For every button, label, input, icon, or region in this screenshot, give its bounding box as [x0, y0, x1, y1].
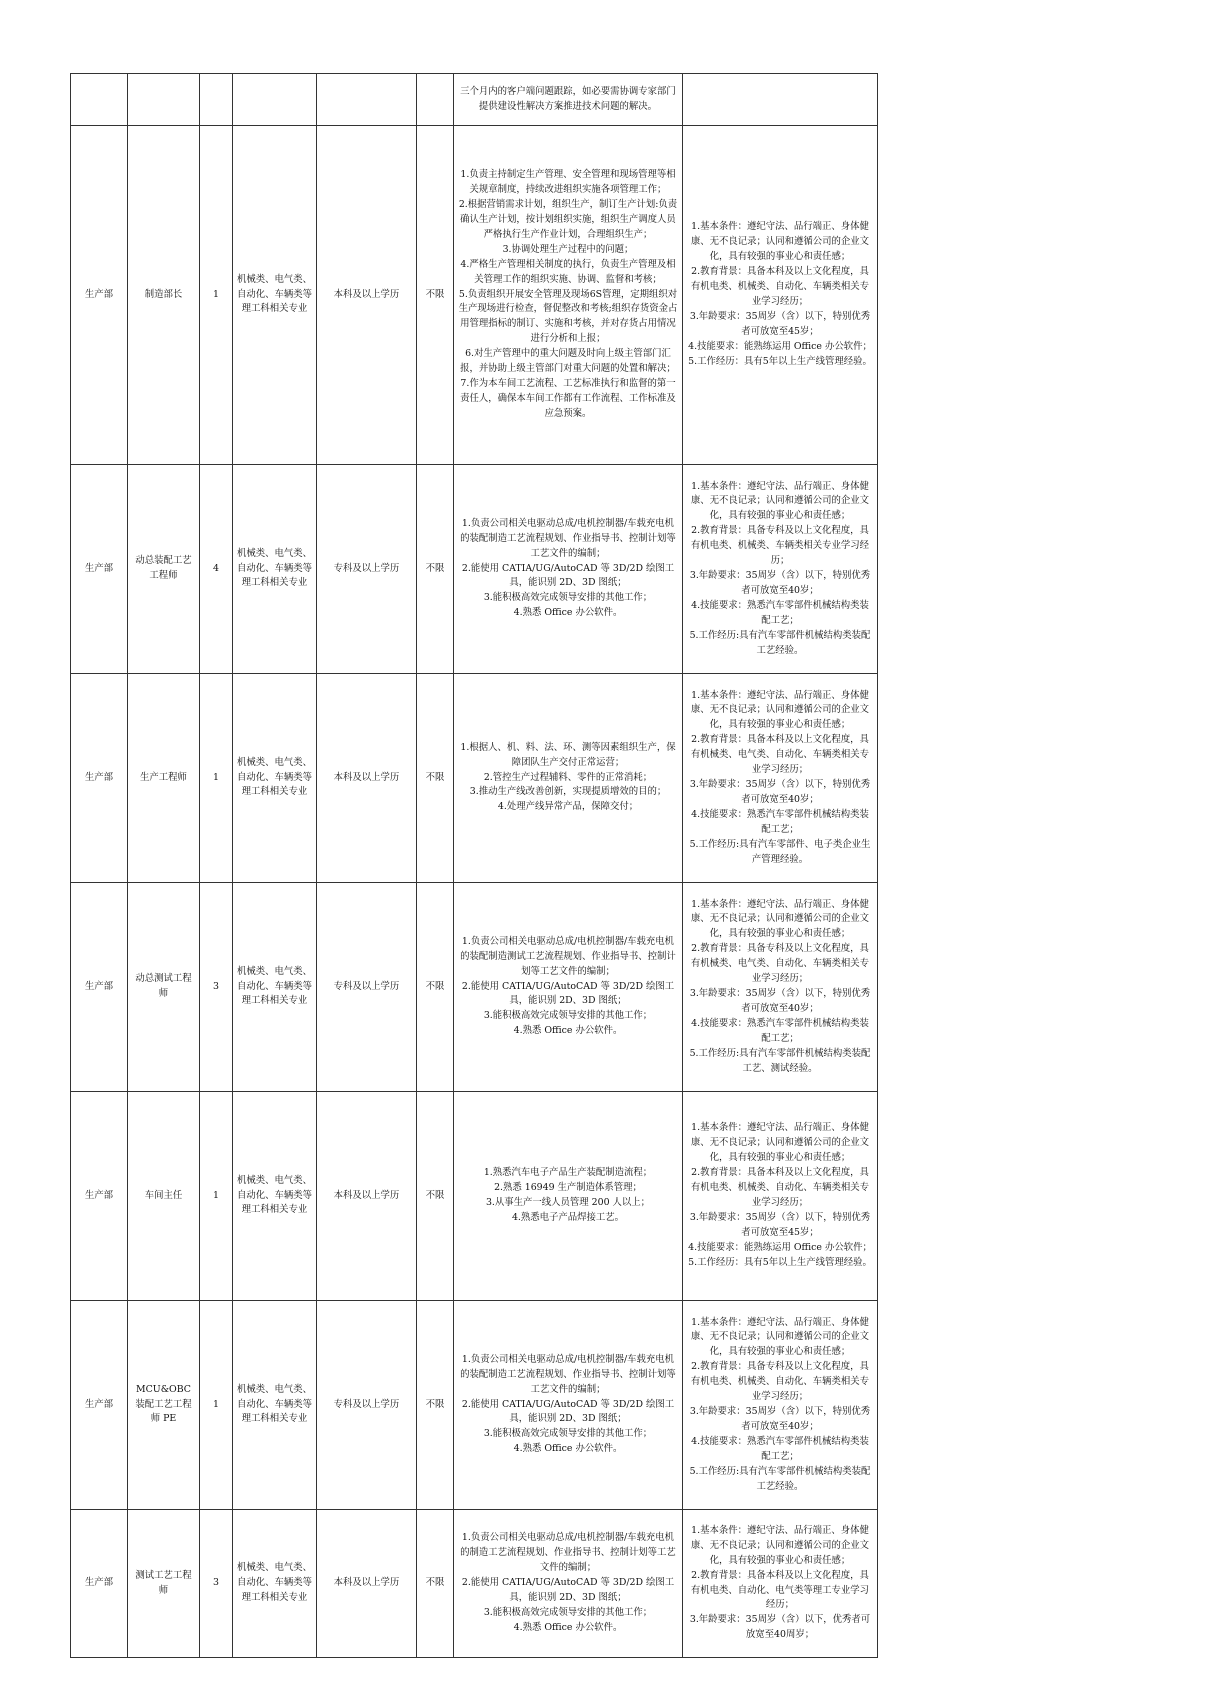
dept-cell: 生产部: [71, 674, 128, 883]
major-cell: 机械类、电气类、自动化、车辆类等理工科相关专业: [233, 126, 317, 465]
education-cell: 专科及以上学历: [317, 465, 417, 674]
duty-line: 3.推动生产线改善创新，实现提质增效的目的；: [469, 786, 667, 798]
duty-line: 3.能积极高效完成领导安排的其他工作；: [483, 1428, 653, 1440]
job-table: [70, 73, 878, 1658]
requirement-line: 3.年龄要求：35周岁（含）以下，特别优秀者可放宽至40岁；: [689, 570, 871, 596]
requirement-line: 2.教育背景：具备专科及以上文化程度，具有机电类、机械类、车辆类相关专业学习经历；: [690, 525, 870, 567]
requirement-line: 1.基本条件：遵纪守法、品行端正、身体健康、无不良记录；认同和遵循公司的企业文化，具有较强的事业心和责任感；: [690, 1316, 870, 1358]
dept-cell: [71, 74, 128, 126]
count-cell: 4: [200, 465, 233, 674]
position-cell: 生产工程师: [128, 674, 200, 883]
requirement-line: 2.教育背景：具备本科及以上文化程度，具有机电类、机械类、自动化、车辆类相关专业学习经历；: [690, 266, 870, 307]
duties-cell: [454, 74, 683, 126]
requirement-line: 1.基本条件：遵纪守法、品行端正、身体健康、无不良记录；认同和遵循公司的企业文化，具有较强的事业心和责任感；: [690, 689, 870, 731]
requirement-line: 4.技能要求：熟悉汽车零部件机械结构类装配工艺；: [691, 808, 869, 835]
dept-cell: 生产部: [71, 1301, 128, 1510]
duty-line: 3.能积极高效完成领导安排的其他工作；: [483, 1010, 653, 1022]
limit-cell: 不限: [417, 1301, 454, 1510]
duty-line: 2.能使用 CATIA/UG/AutoCAD 等 3D/2D 绘图工具，能识别 2D、3D 图纸；: [461, 562, 675, 589]
duty-line: 4.熟悉 Office 办公软件。: [513, 1025, 623, 1037]
requirement-line: 1.基本条件：遵纪守法、品行端正、身体健康、无不良记录；认同和遵循公司的企业文化，具有较强的事业心和责任感；: [690, 480, 870, 522]
education-cell: 本科及以上学历: [317, 674, 417, 883]
requirement-line: 4.技能要求：熟悉汽车零部件机械结构类装配工艺；: [691, 1435, 869, 1462]
position-cell: 车间主任: [128, 1092, 200, 1301]
requirement-line: 5.工作经历:具有汽车零部件、电子类企业生产管理经验。: [689, 838, 871, 865]
limit-cell: 不限: [417, 674, 454, 883]
table-row: [71, 883, 878, 1092]
requirement-line: 1.基本条件：遵纪守法、品行端正、身体健康、无不良记录；认同和遵循公司的企业文化，具有较强的事业心和责任感；: [690, 221, 870, 263]
major-cell: 机械类、电气类、自动化、车辆类等理工科相关专业: [233, 1301, 317, 1510]
major-cell: 机械类、电气类、自动化、车辆类等理工科相关专业: [233, 465, 317, 674]
requirement-line: 5.工作经历:具有汽车零部件机械结构类装配工艺经验。: [689, 1465, 871, 1492]
education-cell: 本科及以上学历: [317, 1092, 417, 1301]
requirements-cell: [683, 1510, 878, 1658]
requirements-cell: [683, 126, 878, 465]
duties-cell: [454, 1510, 683, 1658]
duty-line: 3.从事生产一线人员管理 200 人以上；: [485, 1197, 651, 1208]
duty-line: 7.作为本车间工艺流程、工艺标准执行和监督的第一责任人，确保本车间工作都有工作流程、工作标准及应急预案。: [460, 377, 676, 419]
duty-line: 4.处理产线异常产品，保障交付；: [497, 801, 639, 813]
requirements-cell: [683, 1092, 878, 1301]
table-row: [71, 1510, 878, 1658]
dept-cell: 生产部: [71, 1510, 128, 1658]
requirement-line: 4.技能要求：能熟练运用 Office 办公软件；: [688, 1241, 872, 1253]
position-cell: 测试工艺工程师: [128, 1510, 200, 1658]
duty-line: 2.根据营销需求计划，组织生产，制订生产计划:负责确认生产计划，按计划组织实施，组织生产调度人员严格执行生产作业计划，合理组织生产；: [458, 199, 678, 240]
limit-cell: [417, 74, 454, 126]
duty-line: 1.负责公司相关电驱动总成/电机控制器/车载充电机的装配制造工艺流程规划、作业指导书、控制计划等工艺文件的编制；: [460, 517, 676, 559]
duty-line: 2.管控生产过程辅料、零件的正常消耗；: [483, 771, 653, 783]
requirement-line: 4.技能要求：能熟练运用 Office 办公软件；: [688, 340, 872, 352]
duty-line: 2.熟悉 16949 生产制造体系管理；: [494, 1182, 642, 1194]
requirements-cell: [683, 883, 878, 1092]
requirement-line: 2.教育背景：具备本科及以上文化程度，具有机械类、电气类、自动化、车辆类相关专业学习经历；: [690, 734, 870, 776]
requirement-line: 2.教育背景：具备专科及以上文化程度，具有机电类、机械类、自动化、车辆类相关专业学习经历；: [690, 1361, 870, 1403]
major-cell: 机械类、电气类、自动化、车辆类等理工科相关专业: [233, 674, 317, 883]
requirement-line: 3.年龄要求：35周岁（含）以下，特别优秀者可放宽至45岁；: [689, 310, 871, 337]
duty-line: 2.能使用 CATIA/UG/AutoCAD 等 3D/2D 绘图工具，能识别 2D、3D 图纸；: [461, 1398, 675, 1425]
duty-line: 1.根据人、机、料、法、环、测等因素组织生产，保障团队生产交付正常运营；: [460, 741, 676, 768]
duty-line: 3.能积极高效完成领导安排的其他工作；: [483, 1606, 653, 1618]
duty-line: 2.能使用 CATIA/UG/AutoCAD 等 3D/2D 绘图工具，能识别 2D、3D 图纸；: [461, 1577, 675, 1603]
table-row: [71, 126, 878, 465]
major-cell: 机械类、电气类、自动化、车辆类等理工科相关专业: [233, 883, 317, 1092]
limit-cell: 不限: [417, 883, 454, 1092]
dept-cell: 生产部: [71, 1092, 128, 1301]
requirement-line: 2.教育背景：具备本科及以上文化程度，具有机电类、机械类、自动化、车辆类相关专业学习经历；: [690, 1167, 870, 1208]
count-cell: 3: [200, 1510, 233, 1658]
table-row: [71, 674, 878, 883]
duty-line: 1.负责公司相关电驱动总成/电机控制器/车载充电机的装配制造测试工艺流程规划、作业指导书、控制计划等工艺文件的编制；: [460, 935, 676, 977]
count-cell: 3: [200, 883, 233, 1092]
position-cell: 制造部长: [128, 126, 200, 465]
limit-cell: 不限: [417, 1092, 454, 1301]
table-row: [71, 465, 878, 674]
requirement-line: 2.教育背景：具备专科及以上文化程度，具有机械类、电气类、自动化、车辆类相关专业学习经历；: [690, 943, 870, 985]
major-cell: 机械类、电气类、自动化、车辆类等理工科相关专业: [233, 1510, 317, 1658]
requirements-cell: [683, 465, 878, 674]
education-cell: 本科及以上学历: [317, 126, 417, 465]
duty-line: 2.能使用 CATIA/UG/AutoCAD 等 3D/2D 绘图工具，能识别 2D、3D 图纸；: [461, 980, 675, 1007]
continuation-row: [71, 74, 878, 126]
requirement-line: 2.教育背景：具备本科及以上文化程度，具有机电类、自动化、电气类等理工专业学习经历；: [690, 1569, 870, 1611]
dept-cell: 生产部: [71, 465, 128, 674]
requirement-line: 3.年龄要求：35周岁（含）以下，特别优秀者可放宽至40岁；: [689, 1406, 871, 1432]
requirements-cell: [683, 1301, 878, 1510]
dept-cell: 生产部: [71, 126, 128, 465]
major-cell: [233, 74, 317, 126]
count-cell: 1: [200, 1092, 233, 1301]
duty-line: 3.能积极高效完成领导安排的其他工作；: [483, 592, 653, 604]
position-cell: 动总装配工艺工程师: [128, 465, 200, 674]
requirement-line: 5.工作经历:具有汽车零部件机械结构类装配工艺经验。: [689, 629, 871, 656]
limit-cell: 不限: [417, 1510, 454, 1658]
duties-cell: [454, 883, 683, 1092]
count-cell: 1: [200, 1301, 233, 1510]
duty-line: 6.对生产管理中的重大问题及时向上级主管部门汇报，并协助上级主管部门对重大问题的处置和解决；: [460, 348, 676, 375]
duty-line: 1.熟悉汽车电子产品生产装配制造流程；: [483, 1167, 653, 1179]
requirement-line: 1.基本条件：遵纪守法、品行端正、身体健康、无不良记录；认同和遵循公司的企业文化，具有较强的事业心和责任感；: [690, 898, 870, 940]
requirements-cell: [683, 674, 878, 883]
duty-line: 4.熟悉 Office 办公软件。: [513, 1621, 623, 1633]
requirement-line: 5.工作经历：具有5年以上生产线管理经验。: [688, 1256, 872, 1268]
table-row: [71, 1301, 878, 1510]
requirement-line: 5.工作经历:具有汽车零部件机械结构类装配工艺、测试经验。: [689, 1047, 871, 1074]
duty-line: 4.严格生产管理相关制度的执行，负责生产管理及相关管理工作的组织实施、协调、监督和考核；: [460, 258, 676, 285]
duty-line: 1.负责公司相关电驱动总成/电机控制器/车载充电机的装配制造工艺流程规划、作业指导书、控制计划等工艺文件的编制；: [460, 1353, 676, 1395]
limit-cell: 不限: [417, 126, 454, 465]
duties-cell: [454, 1092, 683, 1301]
duties-cell: [454, 674, 683, 883]
education-cell: 专科及以上学历: [317, 1301, 417, 1510]
requirement-line: 3.年龄要求：35周岁（含）以下，特别优秀者可放宽至40岁；: [689, 779, 871, 805]
count-cell: [200, 74, 233, 126]
education-cell: [317, 74, 417, 126]
job-table-body: [71, 74, 878, 1658]
requirements-cell: [683, 74, 878, 126]
dept-cell: 生产部: [71, 883, 128, 1092]
education-cell: 专科及以上学历: [317, 883, 417, 1092]
duty-line: 三个月内的客户端问题跟踪，如必要需协调专家部门提供建设性解决方案推进技术问题的解决。: [460, 85, 676, 112]
duty-line: 5.负责组织开展安全管理及现场6S管理，定期组织对生产现场进行检查，督促整改和考核;组织存货资金占用管理指标的制订、实施和考核，并对存货占用情况进行分析和上报；: [458, 288, 678, 345]
duty-line: 1.负责主持制定生产管理、安全管理和现场管理等相关规章制度，持续改进组织实施各项管理工作；: [460, 169, 676, 196]
requirement-line: 4.技能要求：熟悉汽车零部件机械结构类装配工艺；: [691, 1017, 869, 1044]
requirement-line: 3.年龄要求：35周岁（含）以下，特别优秀者可放宽至45岁；: [689, 1211, 871, 1238]
duty-line: 1.负责公司相关电驱动总成/电机控制器/车载充电机的制造工艺流程规划、作业指导书、控制计划等工艺文件的编制；: [460, 1532, 676, 1574]
limit-cell: 不限: [417, 465, 454, 674]
duties-cell: [454, 126, 683, 465]
requirement-line: 1.基本条件：遵纪守法、品行端正、身体健康、无不良记录；认同和遵循公司的企业文化，具有较强的事业心和责任感；: [690, 1524, 870, 1566]
requirement-line: 4.技能要求：熟悉汽车零部件机械结构类装配工艺；: [691, 599, 869, 626]
duty-line: 4.熟悉 Office 办公软件。: [513, 607, 623, 619]
position-cell: [128, 74, 200, 126]
major-cell: 机械类、电气类、自动化、车辆类等理工科相关专业: [233, 1092, 317, 1301]
duty-line: 3.协调处理生产过程中的问题；: [502, 243, 634, 255]
duties-cell: [454, 1301, 683, 1510]
count-cell: 1: [200, 674, 233, 883]
count-cell: 1: [200, 126, 233, 465]
position-cell: 动总测试工程师: [128, 883, 200, 1092]
requirement-line: 3.年龄要求：35周岁（含）以下，优秀者可放宽至40周岁；: [689, 1614, 871, 1641]
requirement-line: 1.基本条件：遵纪守法、品行端正、身体健康、无不良记录；认同和遵循公司的企业文化，具有较强的事业心和责任感；: [690, 1122, 870, 1164]
duty-line: 4.熟悉电子产品焊接工艺。: [511, 1211, 625, 1223]
table-row: [71, 1092, 878, 1301]
requirement-line: 5.工作经历：具有5年以上生产线管理经验。: [688, 355, 872, 367]
education-cell: 本科及以上学历: [317, 1510, 417, 1658]
duty-line: 4.熟悉 Office 办公软件。: [513, 1443, 623, 1455]
position-cell: MCU&OBC装配工艺工程师 PE: [128, 1301, 200, 1510]
duties-cell: [454, 465, 683, 674]
requirement-line: 3.年龄要求：35周岁（含）以下，特别优秀者可放宽至40岁；: [689, 988, 871, 1014]
